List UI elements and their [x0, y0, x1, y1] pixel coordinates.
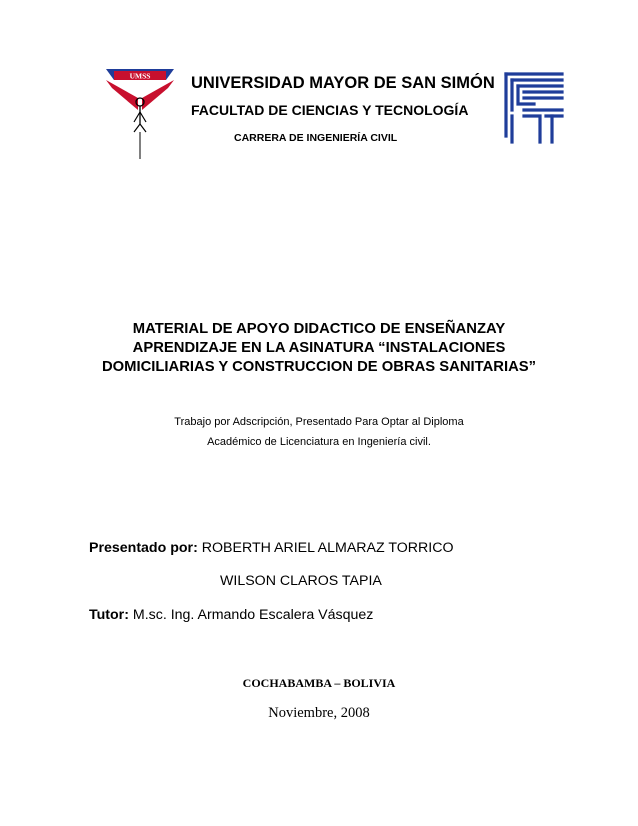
- document-title: [0, 320, 638, 377]
- presented-by-label: Presentado por:: [89, 540, 198, 556]
- location: COCHABAMBA – BOLIVIA: [242, 676, 396, 690]
- fcyt-logo: [500, 70, 566, 146]
- author-2: WILSON CLAROS TAPIA: [220, 573, 382, 589]
- subtitle-line-2: Académico de Licenciatura en Ingeniería civil.: [207, 436, 431, 448]
- tutor-name: M.sc. Ing. Armando Escalera Vásquez: [132, 607, 374, 623]
- career-name: CARRERA DE INGENIERÍA CIVIL: [234, 132, 398, 144]
- faculty-name: FACULTAD DE CIENCIAS Y TECNOLOGÍA: [191, 102, 469, 118]
- title-line-1: MATERIAL DE APOYO DIDACTICO DE ENSEÑANZAY: [132, 321, 506, 337]
- title-line-3: DOMICILIARIAS Y CONSTRUCCION DE OBRAS SANITARIAS”: [101, 359, 537, 375]
- date: Noviembre, 2008: [268, 705, 370, 721]
- subtitle-line-1: Trabajo por Adscripción, Presentado Para Optar al Diploma: [174, 416, 464, 428]
- title-line-2: APRENDIZAJE EN LA ASINATURA “INSTALACIONES: [132, 340, 506, 356]
- logo-text: UMSS: [129, 71, 151, 81]
- author-1: ROBERTH ARIEL ALMARAZ TORRICO: [201, 540, 454, 556]
- document-subtitle: [0, 412, 638, 452]
- umss-logo: [104, 66, 176, 160]
- tutor: [89, 607, 373, 623]
- tutor-label: Tutor:: [89, 607, 129, 623]
- university-name: UNIVERSIDAD MAYOR DE SAN SIMÓN: [191, 74, 495, 92]
- presented-by: [89, 540, 454, 556]
